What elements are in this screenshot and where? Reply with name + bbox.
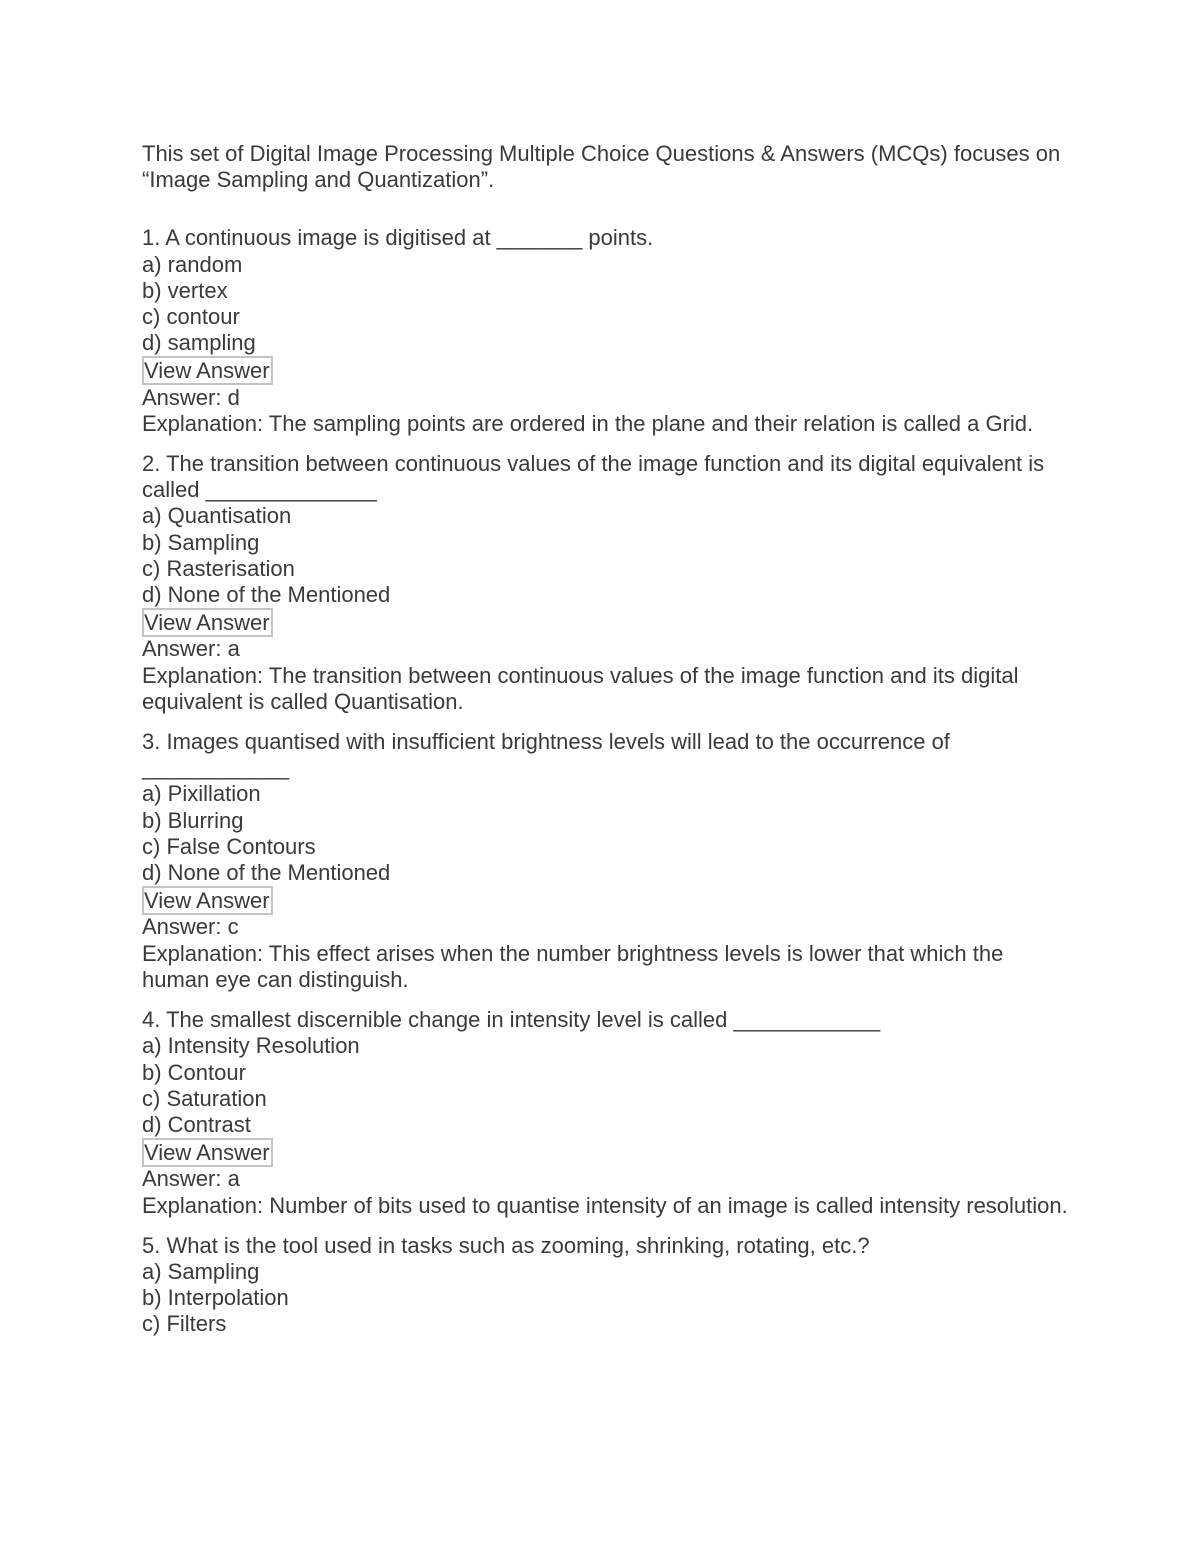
question-5 [142,1233,1072,1338]
option-d: d) None of the Mentioned [142,582,391,608]
question-2 [142,451,1072,715]
answer-block [142,1166,1072,1218]
answer-block [142,385,1072,437]
options-list [142,503,1072,608]
option-a: a) random [142,251,243,277]
question-3 [142,729,1072,993]
explanation-text: Explanation: Number of bits used to quantise intensity of an image is called intensity resolution. [142,1192,1068,1218]
view-answer-button[interactable]: View Answer [142,1138,273,1167]
option-b: b) Contour [142,1059,246,1085]
option-d: d) Contrast [142,1111,251,1137]
question-text: 4. The smallest discernible change in intensity level is called ____________ [142,1007,881,1033]
option-b: b) vertex [142,277,228,303]
options-list [142,781,1072,886]
option-a: a) Sampling [142,1258,260,1284]
options-list [142,1259,1072,1338]
intro-paragraph: This set of Digital Image Processing Multiple Choice Questions & Answers (MCQs) focuses on “Image Sampling and Quantization”. [142,141,1061,193]
question-text: 3. Images quantised with insufficient brightness levels will lead to the occurrence of ____________ [142,729,957,781]
option-b: b) Interpolation [142,1285,289,1311]
option-a: a) Quantisation [142,503,292,529]
option-a: a) Pixillation [142,781,261,807]
option-c: c) contour [142,304,240,330]
options-list [142,1033,1072,1138]
answer-text: Answer: a [142,1166,240,1192]
question-text: 2. The transition between continuous values of the image function and its digital equivalent is called ______________ [142,451,1051,503]
question-1 [142,225,1072,437]
option-c: c) False Contours [142,833,316,859]
options-list [142,252,1072,357]
option-b: b) Sampling [142,529,260,555]
view-answer-button[interactable]: View Answer [142,886,273,915]
option-d: d) None of the Mentioned [142,860,391,886]
view-answer-button[interactable]: View Answer [142,356,273,385]
question-text: 1. A continuous image is digitised at _______ points. [142,225,654,251]
option-c: c) Filters [142,1311,227,1337]
answer-text: Answer: d [142,384,240,410]
document-page [142,141,1072,1352]
explanation-text: Explanation: The sampling points are ordered in the plane and their relation is called a Grid. [142,410,1034,436]
answer-block [142,636,1072,715]
answer-text: Answer: a [142,636,240,662]
answer-block [142,914,1072,993]
explanation-text: Explanation: This effect arises when the number brightness levels is lower that which the human eye can distinguish. [142,940,1010,992]
option-c: c) Saturation [142,1085,267,1111]
view-answer-button[interactable]: View Answer [142,608,273,637]
question-4 [142,1007,1072,1219]
answer-text: Answer: c [142,914,239,940]
explanation-text: Explanation: The transition between continuous values of the image function and its digital equivalent is called Quantisation. [142,662,1025,714]
question-text: 5. What is the tool used in tasks such as zooming, shrinking, rotating, etc.? [142,1232,870,1258]
option-a: a) Intensity Resolution [142,1033,360,1059]
option-c: c) Rasterisation [142,555,295,581]
option-b: b) Blurring [142,807,244,833]
option-d: d) sampling [142,330,256,356]
